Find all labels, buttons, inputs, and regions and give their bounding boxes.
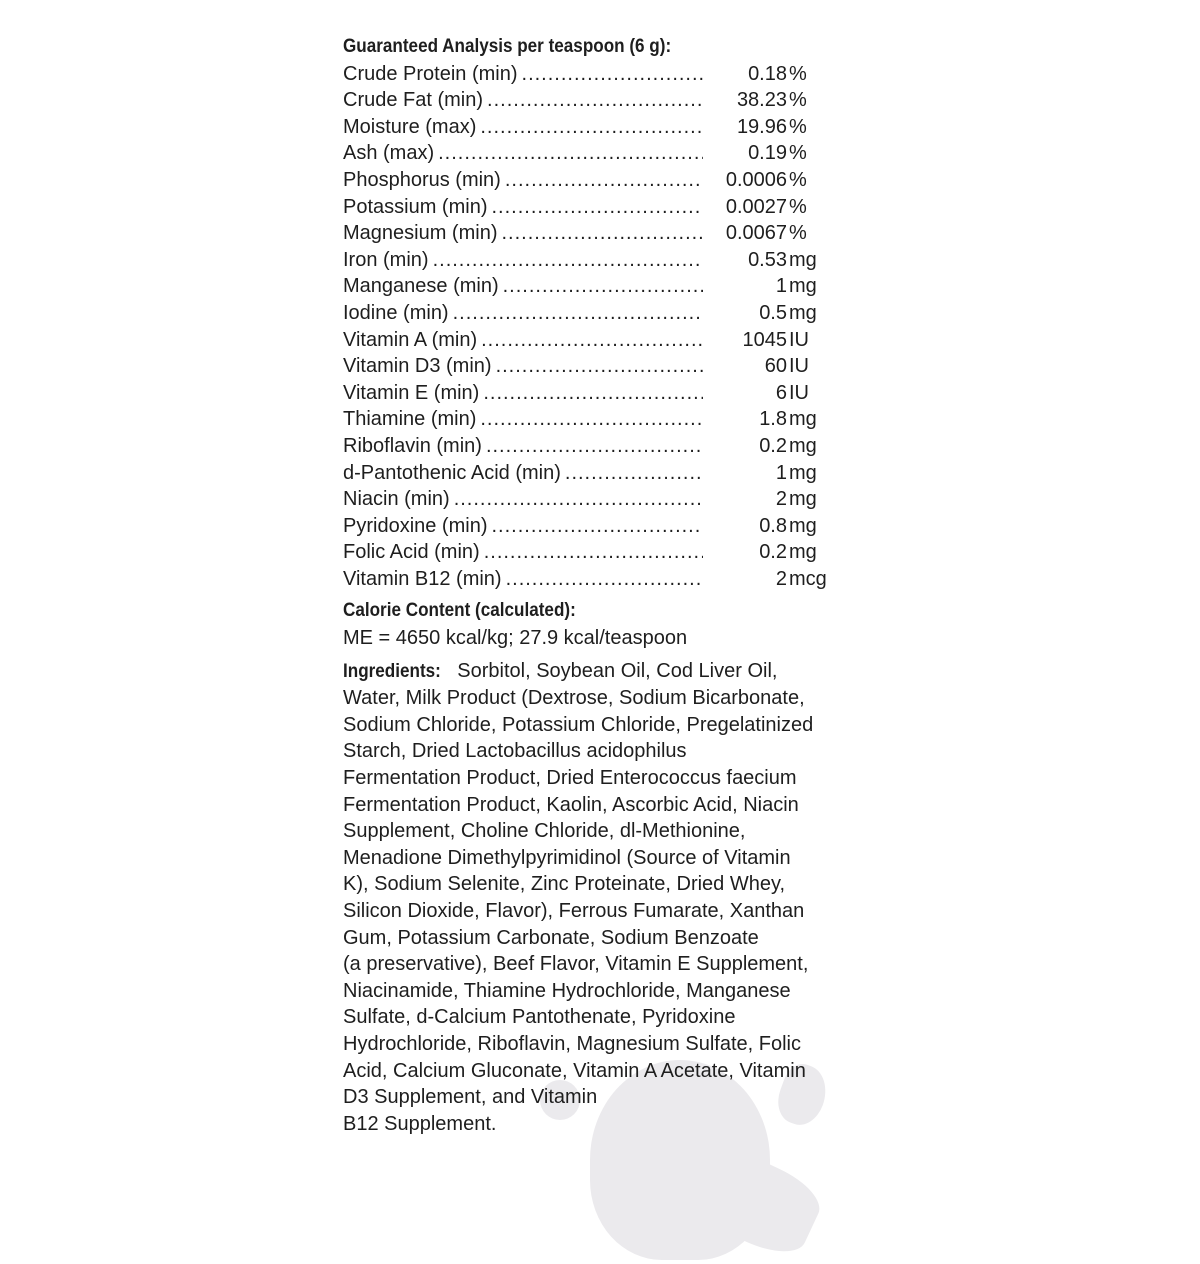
ingredients-text: Sorbitol, Soybean Oil, Cod Liver Oil, (451, 659, 778, 682)
nutrient-value: 1 (775, 275, 787, 298)
analysis-row (343, 194, 833, 221)
analysis-table (343, 61, 863, 593)
dot-leader (481, 327, 703, 354)
nutrient-value: 38.23 (736, 89, 787, 112)
analysis-row (343, 300, 833, 327)
nutrient-label: d-Pantothenic Acid (min) (343, 461, 561, 484)
nutrition-label (343, 34, 863, 1137)
ingredients-line: K), Sodium Selenite, Zinc Proteinate, Dried Whey, (343, 873, 786, 896)
analysis-row (343, 87, 833, 114)
dot-leader (487, 87, 703, 114)
dot-leader (433, 247, 703, 274)
nutrient-value: 0.0027 (725, 195, 787, 218)
nutrient-label: Vitamin D3 (min) (343, 355, 492, 378)
nutrient-unit: % (789, 62, 807, 85)
nutrient-unit: % (789, 222, 807, 245)
nutrient-value: 0.2 (759, 541, 787, 564)
analysis-row (343, 327, 833, 354)
ingredients-line: Starch, Dried Lactobacillus acidophilus (343, 740, 687, 763)
nutrient-label: Manganese (min) (343, 275, 499, 298)
nutrient-label: Crude Fat (min) (343, 89, 484, 112)
nutrient-unit: % (789, 142, 807, 165)
nutrient-value: 0.19 (748, 142, 787, 165)
nutrient-unit: mg (789, 461, 817, 484)
ingredients-line: Water, Milk Product (Dextrose, Sodium Bicarbonate, (343, 687, 805, 710)
nutrient-unit: % (789, 115, 807, 138)
nutrient-label: Vitamin B12 (min) (343, 567, 502, 590)
analysis-row (343, 247, 833, 274)
dot-leader (491, 513, 703, 540)
ingredients-line: Fermentation Product, Kaolin, Ascorbic Acid, Niacin (343, 793, 799, 816)
nutrient-value: 0.2 (759, 434, 787, 457)
analysis-row (343, 140, 833, 167)
nutrient-unit: mg (789, 248, 817, 271)
nutrient-label: Pyridoxine (min) (343, 514, 488, 537)
analysis-row (343, 167, 833, 194)
nutrient-value: 0.18 (748, 62, 787, 85)
nutrient-label: Phosphorus (min) (343, 168, 501, 191)
nutrient-value: 0.0067 (725, 222, 787, 245)
nutrient-value: 0.8 (759, 514, 787, 537)
dot-leader (503, 273, 703, 300)
ingredients-line: B12 Supplement. (343, 1112, 497, 1135)
nutrient-label: Potassium (min) (343, 195, 488, 218)
dot-leader (565, 460, 703, 487)
nutrient-label: Magnesium (min) (343, 222, 498, 245)
nutrient-label: Thiamine (min) (343, 408, 477, 431)
dot-leader (486, 433, 703, 460)
nutrient-unit: mg (789, 488, 817, 511)
nutrient-unit: mcg (789, 567, 827, 590)
nutrient-unit: IU (789, 328, 809, 351)
calorie-text: ME = 4650 kcal/kg; 27.9 kcal/teaspoon (343, 627, 688, 650)
ingredients-line: Silicon Dioxide, Flavor), Ferrous Fumarate, Xanthan (343, 900, 805, 922)
analysis-row (343, 114, 833, 141)
nutrient-value: 0.53 (748, 248, 787, 271)
nutrient-label: Iodine (min) (343, 301, 449, 324)
dot-leader (454, 486, 703, 513)
dot-leader (496, 353, 703, 380)
nutrient-unit: IU (789, 355, 809, 378)
nutrient-value: 60 (764, 355, 787, 378)
nutrient-unit: % (789, 89, 807, 112)
dot-leader (506, 566, 703, 593)
ingredients-line: Niacinamide, Thiamine Hydrochloride, Manganese (343, 979, 791, 1002)
nutrient-unit: % (789, 168, 807, 191)
dot-leader (483, 380, 703, 407)
nutrient-value: 1.8 (759, 408, 787, 431)
ingredients-line: D3 Supplement, and Vitamin (343, 1086, 598, 1109)
nutrient-value: 1045 (742, 328, 787, 351)
analysis-row (343, 61, 833, 88)
nutrient-value: 6 (775, 381, 787, 404)
nutrient-label: Folic Acid (min) (343, 541, 480, 564)
dot-leader (438, 140, 703, 167)
guaranteed-analysis-heading: Guaranteed Analysis per teaspoon (6 g): (343, 36, 672, 57)
analysis-row (343, 220, 833, 247)
ingredients-line: Sulfate, d-Calcium Pantothenate, Pyridoxine (343, 1006, 736, 1029)
nutrient-label: Iron (min) (343, 248, 429, 271)
nutrient-value: 0.0006 (725, 168, 787, 191)
analysis-row (343, 380, 833, 407)
analysis-row (343, 406, 833, 433)
nutrient-label: Moisture (max) (343, 115, 477, 138)
ingredients-block (343, 658, 863, 1138)
dot-leader (501, 220, 703, 247)
ingredients-line: Acid, Calcium Gluconate, Vitamin A Acetate, Vitamin (343, 1059, 806, 1082)
nutrient-label: Vitamin A (min) (343, 328, 478, 351)
nutrient-unit: mg (789, 408, 817, 431)
ingredients-line: (a preservative), Beef Flavor, Vitamin E Supplement, (343, 953, 809, 976)
dot-leader (453, 300, 703, 327)
analysis-row (343, 566, 833, 593)
nutrient-unit: mg (789, 275, 817, 298)
ingredients-line: Menadione Dimethylpyrimidinol (Source of Vitamin (343, 846, 791, 869)
nutrient-label: Riboflavin (min) (343, 434, 482, 457)
nutrient-unit: % (789, 195, 807, 218)
ingredients-line: Sodium Chloride, Potassium Chloride, Pregelatinized (343, 713, 814, 736)
ingredients-label: Ingredients: (343, 660, 441, 682)
dot-leader (491, 194, 703, 221)
analysis-row (343, 513, 833, 540)
nutrient-label: Niacin (min) (343, 488, 450, 511)
nutrient-unit: mg (789, 434, 817, 457)
ingredients-line: Fermentation Product, Dried Enterococcus faecium (343, 767, 797, 790)
nutrient-label: Crude Protein (min) (343, 62, 518, 85)
analysis-row (343, 273, 833, 300)
ingredients-line: Gum, Potassium Carbonate, Sodium Benzoate (343, 926, 759, 949)
analysis-row (343, 433, 833, 460)
ingredients-line (343, 658, 863, 686)
dot-leader (484, 539, 703, 566)
nutrient-unit: mg (789, 541, 817, 564)
nutrient-unit: IU (789, 381, 809, 404)
dot-leader (480, 406, 703, 433)
nutrient-value: 0.5 (759, 301, 787, 324)
nutrient-unit: mg (789, 514, 817, 537)
calorie-heading: Calorie Content (calculated): (343, 600, 576, 622)
analysis-row (343, 539, 833, 566)
analysis-row (343, 460, 833, 487)
dot-leader (480, 114, 703, 141)
ingredients-line: Supplement, Choline Chloride, dl-Methionine, (343, 820, 746, 843)
dot-leader (505, 167, 703, 194)
nutrient-label: Vitamin E (min) (343, 381, 480, 404)
analysis-row (343, 486, 833, 513)
nutrient-value: 1 (775, 461, 787, 484)
nutrient-value: 19.96 (736, 115, 787, 138)
nutrient-value: 2 (775, 567, 787, 590)
nutrient-value: 2 (775, 488, 787, 511)
analysis-row (343, 353, 833, 380)
dot-leader (522, 61, 703, 88)
nutrient-unit: mg (789, 301, 817, 324)
nutrient-label: Ash (max) (343, 142, 435, 165)
ingredients-line: Hydrochloride, Riboflavin, Magnesium Sulfate, Folic (343, 1032, 801, 1055)
